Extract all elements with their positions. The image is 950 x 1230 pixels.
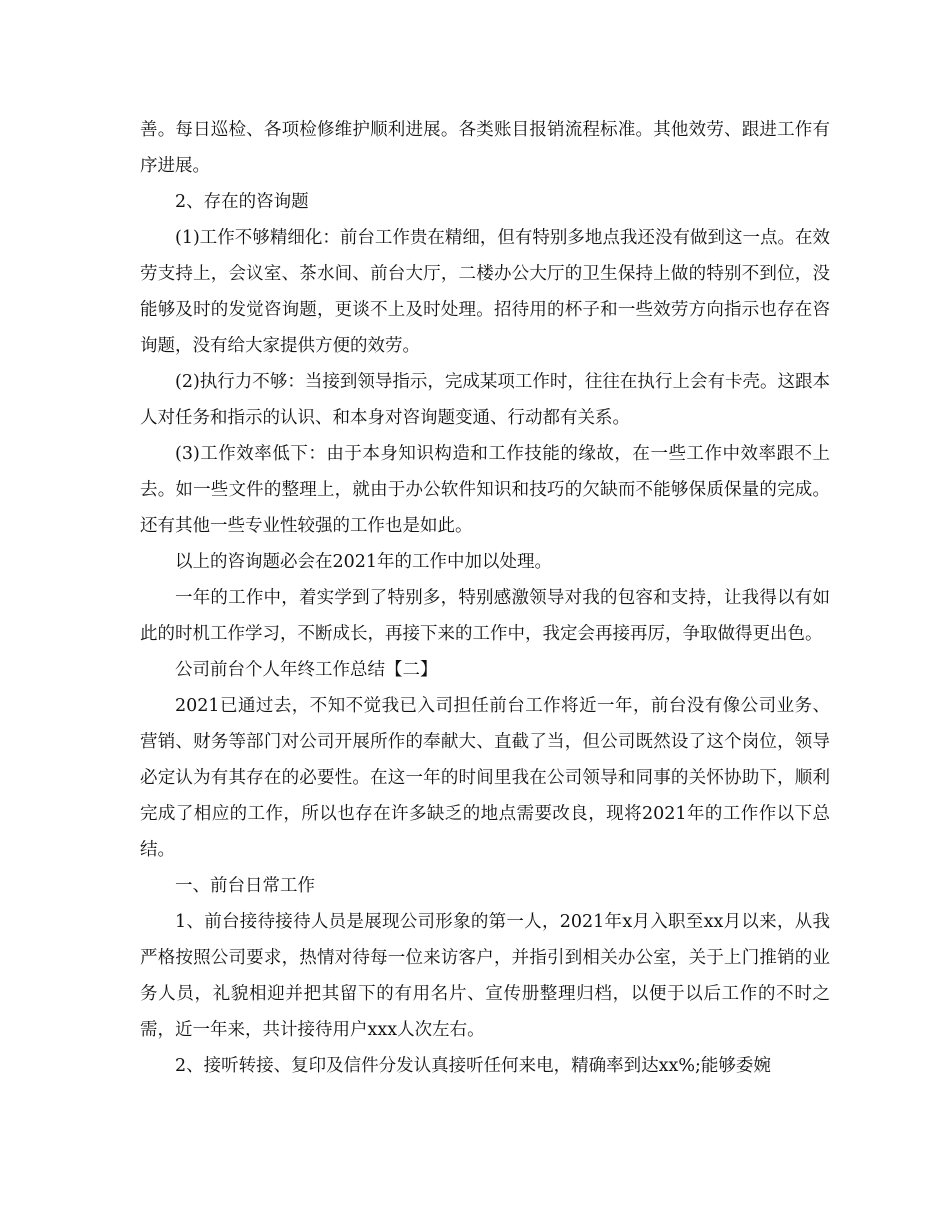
paragraph: 2021已通过去，不知不觉我已入司担任前台工作将近一年，前台没有像公司业务、营销、财务等部门对公司开展所作的奉献大、直截了当，但公司既然设了这个岗位，领导必定认为有其存在的必要性。在这一年的时间里我在公司领导和同事的关怀协助下，顺利完成了相应的工作，所以也存在许多缺乏的地点需要改良，现将2021年的工作作以下总结。: [140, 696, 830, 860]
paragraph: 一年的工作中，着实学到了特别多，特别感激领导对我的包容和支持，让我得以有如此的时机工作学习，不断成长，再接下来的工作中，我定会再接再厉，争取做得更出色。: [140, 588, 830, 644]
section-heading: 2、存在的咨询题: [175, 192, 309, 212]
document-title: 公司前台个人年终工作总结【二】: [175, 660, 438, 680]
paragraph: 1、前台接待接待人员是展现公司形象的第一人，2021年x月入职至xx月以来，从我严格按照公司要求，热情对待每一位来访客户，并指引到相关办公室，关于上门推销的业务人员，礼貌相迎并把其留下的有用名片、宣传册整理归档，以便于以后工作的不时之需，近一年来，共计接待用户xxx人次左右。: [140, 912, 830, 1040]
paragraph: (3)工作效率低下：由于本身知识构造和工作技能的缘故，在一些工作中效率跟不上去。如一些文件的整理上，就由于办公软件知识和技巧的欠缺而不能够保质保量的完成。还有其他一些专业性较强的工作也是如此。: [140, 444, 830, 536]
paragraph: (1)工作不够精细化：前台工作贵在精细，但有特别多地点我还没有做到这一点。在效劳支持上，会议室、茶水间、前台大厅，二楼办公大厅的卫生保持上做的特别不到位，没能够及时的发觉咨询题，更谈不上及时处理。招待用的杯子和一些效劳方向指示也存在咨询题，没有给大家提供方便的效劳。: [140, 228, 830, 356]
paragraph: (2)执行力不够：当接到领导指示，完成某项工作时，往往在执行上会有卡壳。这跟本人对任务和指示的认识、和本身对咨询题变通、行动都有关系。: [140, 372, 830, 428]
paragraph: 以上的咨询题必会在2021年的工作中加以处理。: [175, 552, 553, 572]
document-body: [140, 112, 830, 1084]
paragraph: 2、接听转接、复印及信件分发认真接听任何来电，精确率到达xx%;能够委婉: [175, 1056, 771, 1076]
paragraph: 善。每日巡检、各项检修维护顺利进展。各类账目报销流程标准。其他效劳、跟进工作有序进展。: [140, 120, 830, 176]
section-heading: 一、前台日常工作: [175, 876, 315, 896]
